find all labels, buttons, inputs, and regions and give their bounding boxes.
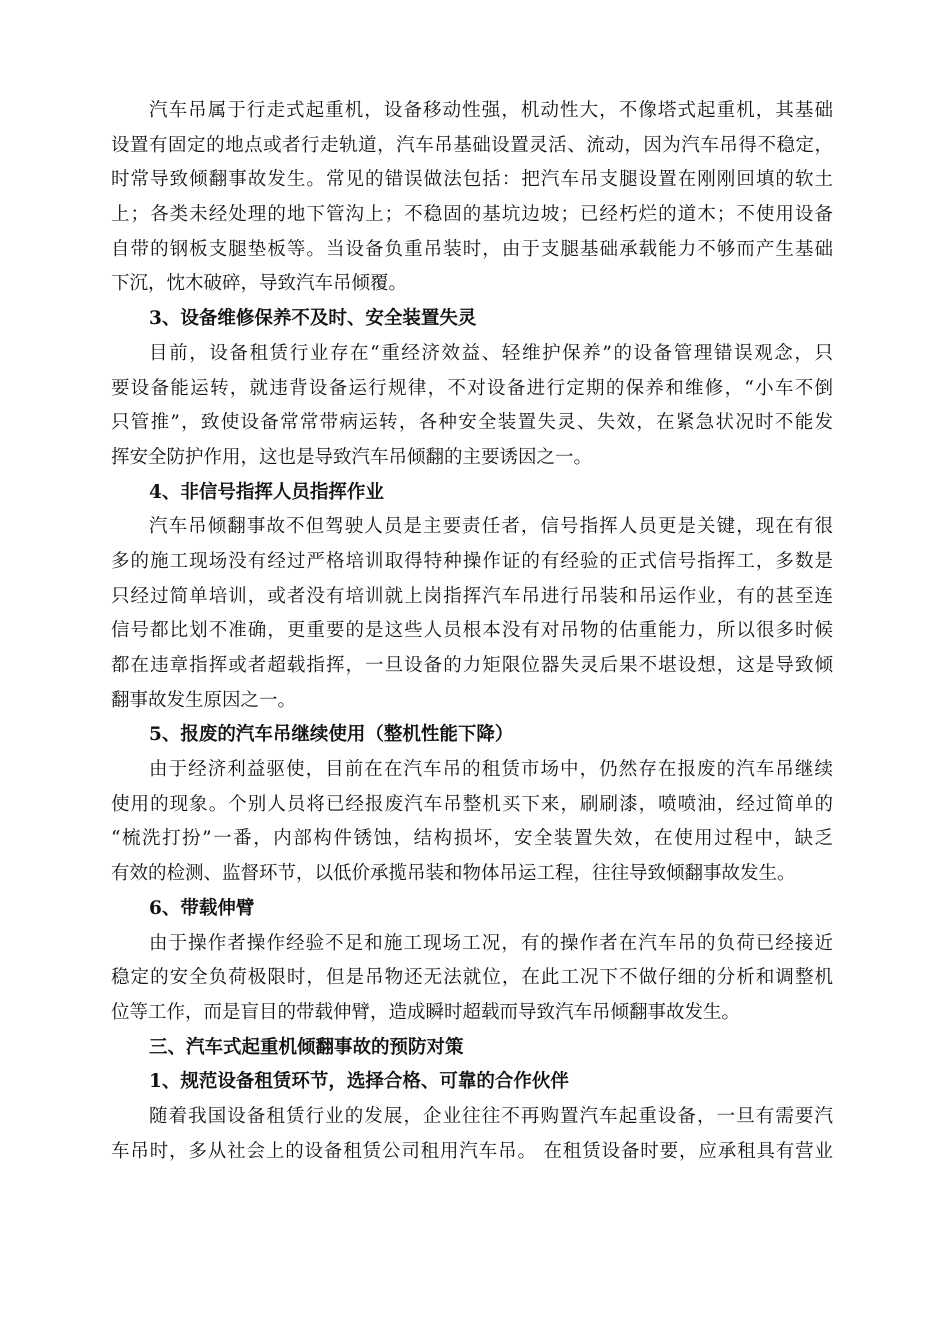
paragraph-line: 挥安全防护作用，这也是导致汽车吊倾翻的主要诱因之一。: [111, 446, 593, 468]
paragraph-line: 由于经济利益驱使，目前在在汽车吊的租赁市场中，仍然存在报废的汽车吊继续: [149, 759, 833, 781]
section-heading: 1、规范设备租赁环节，选择合格、可靠的合作伙伴: [149, 1071, 569, 1093]
paragraph-line: 设置有固定的地点或者行走轨道，汽车吊基础设置灵活、流动，因为汽车吊得不稳定，: [111, 134, 833, 156]
paragraph-line: 自带的钢板支腿垫板等。当设备负重吊装时，由于支腿基础承载能力不够而产生基础: [111, 238, 833, 260]
paragraph-line: 翻事故发生原因之一。: [111, 689, 297, 711]
paragraph-line: 只经过简单培训，或者没有培训就上岗指挥汽车吊进行吊装和吊运作业，有的甚至连: [111, 585, 833, 607]
section-heading: 5、报废的汽车吊继续使用（整机性能下降）: [149, 724, 514, 746]
paragraph-line: 随着我国设备租赁行业的发展，企业往往不再购置汽车起重设备，一旦有需要汽: [149, 1105, 833, 1127]
paragraph-line: 目前，设备租赁行业存在“重经济效益、轻维护保养”的设备管理错误观念，只: [149, 342, 833, 364]
paragraph-line: 汽车吊倾翻事故不但驾驶人员是主要责任者，信号指挥人员更是关键，现在有很: [149, 516, 833, 538]
chapter-heading: 三、汽车式起重机倾翻事故的预防对策: [149, 1036, 464, 1058]
paragraph-line: “梳洗打扮”一番，内部构件锈蚀，结构损坏，安全装置失效，在使用过程中，缺乏: [111, 828, 833, 850]
paragraph-line: 下沉，忱木破碎，导致汽车吊倾覆。: [111, 273, 408, 295]
document-body: [111, 94, 833, 1169]
paragraph-line: 车吊时，多从社会上的设备租赁公司租用汽车吊。 在租赁设备时要，应承租具有营业: [111, 1140, 833, 1162]
paragraph-line: 信号都比划不准确，更重要的是这些人员根本没有对吊物的估重能力，所以很多时候: [111, 620, 833, 642]
paragraph-line: 上；各类未经处理的地下管沟上；不稳固的基坑边坡；已经朽烂的道木；不使用设备: [111, 204, 833, 226]
paragraph-line: 只管推”，致使设备常常带病运转，各种安全装置失灵、失效，在紧急状况时不能发: [111, 412, 833, 434]
paragraph-line: 有效的检测、监督环节，以低价承揽吊装和物体吊运工程，往往导致倾翻事故发生。: [111, 863, 796, 885]
paragraph-line: 由于操作者操作经验不足和施工现场工况，有的操作者在汽车吊的负荷已经接近: [149, 932, 833, 954]
paragraph-line: 位等工作，而是盲目的带载伸臂，造成瞬时超载而导致汽车吊倾翻事故发生。: [111, 1001, 741, 1023]
paragraph-line: 要设备能运转，就违背设备运行规律，不对设备进行定期的保养和维修，“小车不倒: [111, 377, 833, 399]
section-heading: 4、非信号指挥人员指挥作业: [149, 481, 384, 503]
section-heading: 3、设备维修保养不及时、安全装置失灵: [149, 308, 477, 330]
paragraph-line: 稳定的安全负荷极限时，但是吊物还无法就位，在此工况下不做仔细的分析和调整机: [111, 967, 833, 989]
paragraph-line: 使用的现象。个别人员将已经报废汽车吊整机买下来，刷刷漆，喷喷油，经过简单的: [111, 793, 833, 815]
paragraph-line: 时常导致倾翻事故发生。常见的错误做法包括：把汽车吊支腿设置在刚刚回填的软土: [111, 169, 833, 191]
section-heading: 6、带载伸臂: [149, 897, 255, 919]
paragraph-line: 多的施工现场没有经过严格培训取得特种操作证的有经验的正式信号指挥工，多数是: [111, 550, 833, 572]
paragraph-line: 汽车吊属于行走式起重机，设备移动性强，机动性大，不像塔式起重机，其基础: [149, 100, 833, 121]
paragraph-line: 都在违章指挥或者超载指挥，一旦设备的力矩限位器失灵后果不堪设想，这是导致倾: [111, 655, 833, 676]
